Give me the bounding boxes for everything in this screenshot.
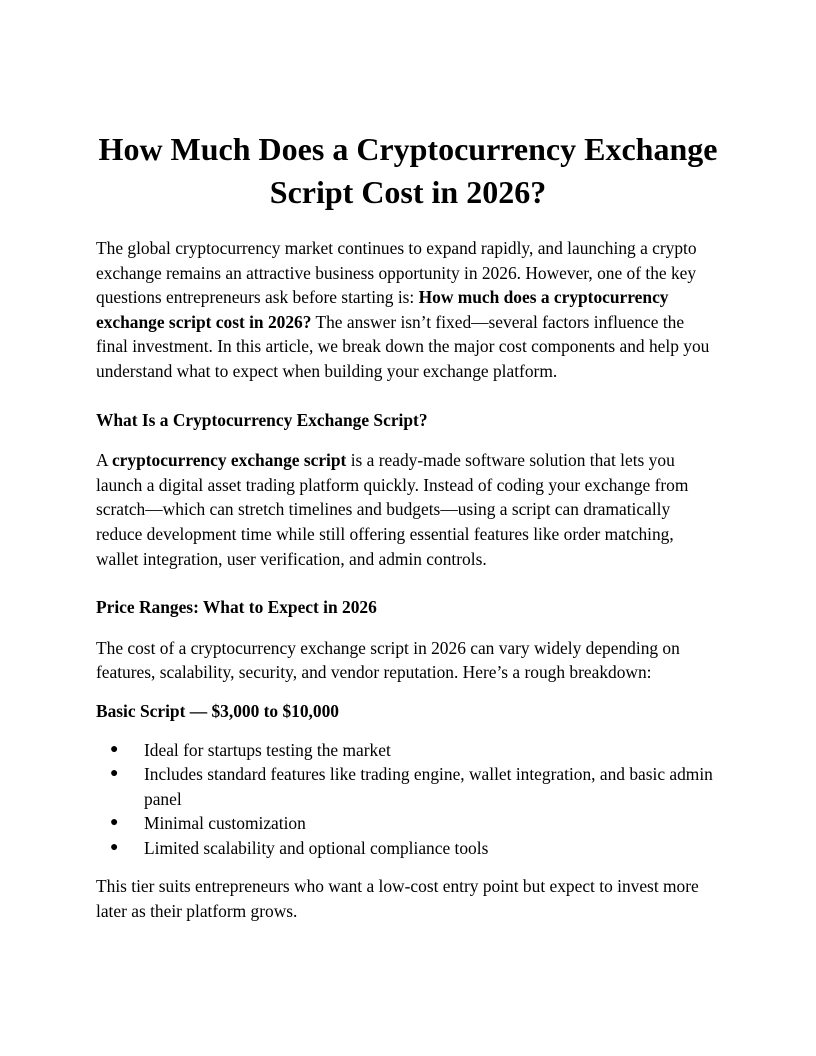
section-paragraph-price-ranges: The cost of a cryptocurrency exchange script in 2026 can vary widely depending on features, scalability, security, and vendor reputation. Here’s a rough breakdown:: [96, 637, 680, 683]
list-item: [96, 836, 720, 861]
tier-feature-list: [96, 738, 720, 861]
list-item: [96, 738, 720, 763]
bullet-icon: ●: [110, 766, 119, 782]
intro-bold-question: How much does a cryptocurrency exchange script cost in 2026?: [96, 287, 669, 332]
tier-heading-basic: Basic Script — $3,000 to $10,000: [96, 700, 339, 721]
tier-note-paragraph: This tier suits entrepreneurs who want a low-cost entry point but expect to invest more later as their platform grows.: [96, 876, 699, 922]
page-title: How Much Does a Cryptocurrency Exchange Script Cost in 2026?: [98, 131, 718, 210]
intro-text-a: The global cryptocurrency market continues to expand rapidly, and launching a crypto exchange remains an attractive business opportunity in 2026. However, one of the key questions entrepreneurs ask before starting is:: [96, 238, 697, 308]
list-item-text: Minimal customization: [144, 813, 306, 834]
document-page: [96, 128, 720, 924]
section1-text-b: is a ready-made software solution that lets you launch a digital asset trading platform quickly. Instead of coding your exchange from scratch—which can stretch timelines and budgets—using a script can dramatically reduce development time while still offering essential features like order matching, wallet integration, user verification, and admin controls.: [96, 450, 689, 569]
intro-paragraph: [96, 236, 720, 384]
list-item-text: Ideal for startups testing the market: [144, 739, 391, 760]
section-heading-price-ranges: Price Ranges: What to Expect in 2026: [96, 597, 377, 618]
intro-text-b: The answer isn’t fixed—several factors influence the final investment. In this article, we break down the major cost components and help you understand what to expect when building your exchange platform.: [96, 311, 710, 381]
section-paragraph-what-is: [96, 448, 720, 571]
bullet-icon: ●: [110, 741, 119, 757]
section1-text-a: A: [96, 450, 112, 471]
bullet-icon: ●: [110, 839, 119, 855]
list-item: [96, 762, 720, 811]
list-item: [96, 811, 720, 836]
section1-bold-term: cryptocurrency exchange script: [111, 450, 347, 471]
list-item-text: Limited scalability and optional compliance tools: [144, 837, 489, 858]
section-heading-what-is: What Is a Cryptocurrency Exchange Script?: [96, 409, 428, 430]
bullet-icon: ●: [110, 815, 119, 831]
list-item-text: Includes standard features like trading engine, wallet integration, and basic admin panel: [144, 764, 713, 809]
